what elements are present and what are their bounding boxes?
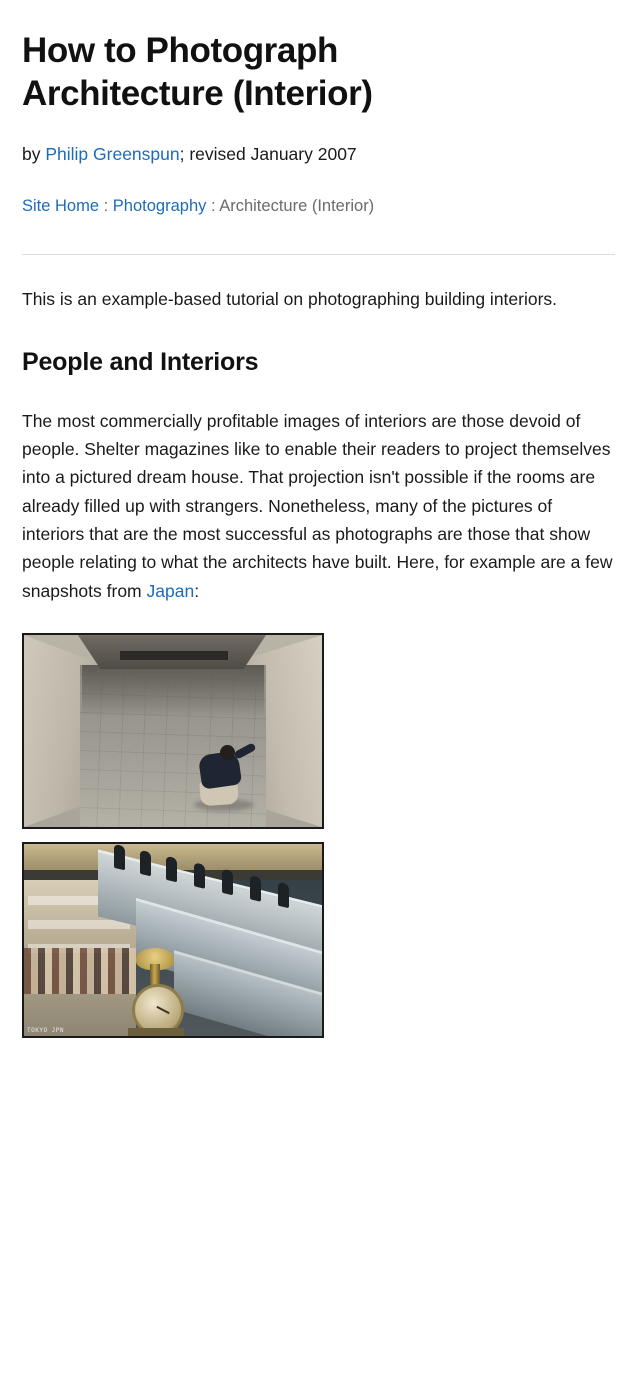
section-paragraph <box>22 407 615 605</box>
storefront-crowd <box>24 948 136 994</box>
page-title: How to Photograph Architecture (Interior) <box>22 31 373 113</box>
breadcrumb-current: Architecture (Interior) <box>219 196 375 215</box>
section-paragraph-part2: : <box>194 580 200 601</box>
floor-shadow <box>82 665 264 717</box>
figure-list <box>22 633 615 1038</box>
breadcrumb-separator-1: : <box>99 196 113 215</box>
concrete-stairwell-photo[interactable] <box>22 633 324 829</box>
author-link[interactable]: Philip Greenspun <box>45 144 180 165</box>
japan-link[interactable]: Japan <box>146 580 195 601</box>
ceiling-beam <box>120 651 228 660</box>
intro-paragraph: This is an example-based tutorial on photographing building interiors. <box>22 289 558 310</box>
header-divider <box>22 254 615 255</box>
byline-suffix: ; revised January 2007 <box>179 144 357 165</box>
escalators-atrium-photo[interactable] <box>22 842 324 1038</box>
storefront-shelf <box>28 920 130 929</box>
breadcrumb-photography[interactable]: Photography <box>112 196 207 215</box>
breadcrumb-site-home[interactable]: Site Home <box>22 196 100 215</box>
clock-base <box>128 1028 184 1038</box>
section-paragraph-part1: The most commercially profitable images of interiors are those devoid of people. Shelter magazines like to enable their readers to project themselves into a pictured dream house. That projection isn't possible if the rooms are already filled up with strangers. Nonetheless, many of the pictures of interiors that are the most successful as photographs are those that show people relating to what the architects have built. Here, for example are a few snapshots from <box>22 410 613 601</box>
byline-prefix: by <box>22 144 46 165</box>
breadcrumb-separator-2: : <box>206 196 220 215</box>
breadcrumb <box>22 194 615 219</box>
photo-caption: TOKYO JPN <box>27 1027 65 1035</box>
byline <box>22 141 615 167</box>
section-heading-people-and-interiors: People and Interiors <box>22 347 259 376</box>
